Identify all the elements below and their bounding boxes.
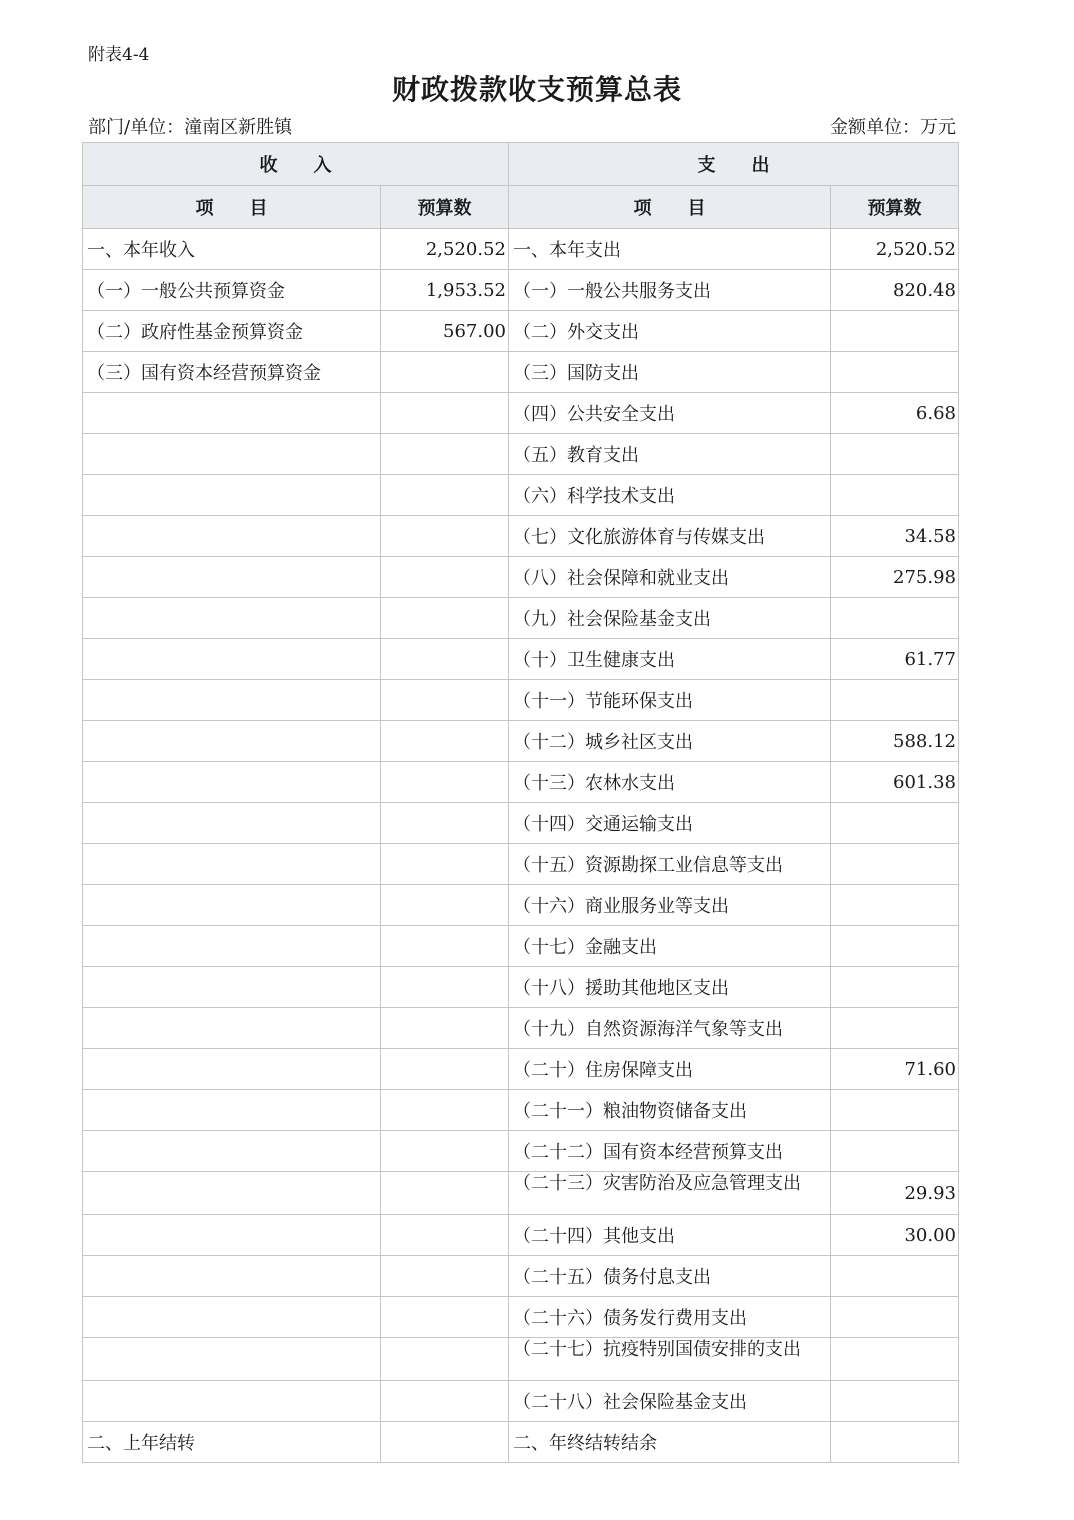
expense-budget-cell (831, 844, 959, 885)
income-budget-cell (381, 475, 509, 516)
table-row (83, 270, 959, 311)
table-row (83, 1008, 959, 1049)
income-budget-cell (381, 1422, 509, 1463)
income-item-cell (83, 598, 381, 639)
table-row (83, 557, 959, 598)
income-budget-cell: 1,953.52 (381, 270, 509, 311)
expense-budget-cell (831, 803, 959, 844)
expense-item-cell: （三）国防支出 (509, 352, 831, 393)
expense-budget-cell (831, 1131, 959, 1172)
table-row (83, 311, 959, 352)
expense-budget-cell: 820.48 (831, 270, 959, 311)
table-row (83, 1215, 959, 1256)
expense-budget-cell (831, 352, 959, 393)
income-budget-cell (381, 516, 509, 557)
income-item-cell (83, 1008, 381, 1049)
income-budget-cell (381, 1256, 509, 1297)
budget-table (82, 142, 959, 1463)
income-budget-cell (381, 1008, 509, 1049)
expense-budget-cell (831, 1381, 959, 1422)
table-row (83, 1090, 959, 1131)
expense-budget-cell: 29.93 (831, 1172, 959, 1215)
expense-budget-cell: 275.98 (831, 557, 959, 598)
table-row (83, 1422, 959, 1463)
income-item-cell (83, 639, 381, 680)
income-budget-cell (381, 885, 509, 926)
table-row (83, 885, 959, 926)
expense-budget-cell (831, 680, 959, 721)
income-budget-cell (381, 393, 509, 434)
expense-budget-cell (831, 1008, 959, 1049)
income-budget-cell (381, 639, 509, 680)
expense-item-cell: （四）公共安全支出 (509, 393, 831, 434)
expense-budget-cell (831, 967, 959, 1008)
expense-item-cell: （二十五）债务付息支出 (509, 1256, 831, 1297)
expense-item-cell: 二、年终结转结余 (509, 1422, 831, 1463)
income-item-cell: 二、上年结转 (83, 1422, 381, 1463)
section-header-row (83, 143, 959, 186)
income-item-cell (83, 680, 381, 721)
expense-item-cell: （十六）商业服务业等支出 (509, 885, 831, 926)
income-budget-cell (381, 557, 509, 598)
expense-budget-cell (831, 311, 959, 352)
income-item-cell (83, 1131, 381, 1172)
expense-budget-cell: 61.77 (831, 639, 959, 680)
expense-item-cell: （二）外交支出 (509, 311, 831, 352)
expense-item-cell: （十八）援助其他地区支出 (509, 967, 831, 1008)
expense-section-header: 支 出 (509, 143, 959, 186)
table-row (83, 475, 959, 516)
expense-item-cell: （十九）自然资源海洋气象等支出 (509, 1008, 831, 1049)
column-header-row (83, 186, 959, 229)
expense-budget-cell: 30.00 (831, 1215, 959, 1256)
income-item-cell (83, 1215, 381, 1256)
income-budget-cell (381, 352, 509, 393)
table-row (83, 844, 959, 885)
income-item-cell (83, 844, 381, 885)
table-row (83, 803, 959, 844)
expense-budget-cell (831, 1422, 959, 1463)
income-section-header: 收 入 (83, 143, 509, 186)
income-item-cell (83, 475, 381, 516)
income-budget-cell (381, 1338, 509, 1381)
income-budget-cell (381, 680, 509, 721)
income-budget-cell (381, 1131, 509, 1172)
table-row (83, 680, 959, 721)
income-item-cell (83, 434, 381, 475)
expense-item-cell: （十四）交通运输支出 (509, 803, 831, 844)
department-label: 部门/单位：潼南区新胜镇 (88, 117, 293, 138)
income-item-cell (83, 967, 381, 1008)
income-item-cell: （三）国有资本经营预算资金 (83, 352, 381, 393)
table-row (83, 1338, 959, 1381)
table-row (83, 762, 959, 803)
expense-budget-cell: 71.60 (831, 1049, 959, 1090)
expense-item-cell: （十五）资源勘探工业信息等支出 (509, 844, 831, 885)
expense-item-cell: （十二）城乡社区支出 (509, 721, 831, 762)
page-title: 财政拨款收支预算总表 (391, 73, 682, 106)
table-row (83, 721, 959, 762)
income-item-cell (83, 516, 381, 557)
table-row (83, 229, 959, 270)
expense-item-cell: （五）教育支出 (509, 434, 831, 475)
expense-item-cell: （八）社会保障和就业支出 (509, 557, 831, 598)
income-item-cell: 一、本年收入 (83, 229, 381, 270)
table-row (83, 1131, 959, 1172)
income-item-cell (83, 885, 381, 926)
income-item-header: 项 目 (83, 186, 381, 229)
expense-budget-cell (831, 1256, 959, 1297)
expense-item-cell: （十）卫生健康支出 (509, 639, 831, 680)
expense-item-cell: 一、本年支出 (509, 229, 831, 270)
expense-budget-cell (831, 926, 959, 967)
income-budget-cell (381, 721, 509, 762)
expense-item-cell: （二十二）国有资本经营预算支出 (509, 1131, 831, 1172)
income-item-cell (83, 1256, 381, 1297)
income-item-cell (83, 803, 381, 844)
expense-item-cell: （七）文化旅游体育与传媒支出 (509, 516, 831, 557)
expense-item-cell: （十一）节能环保支出 (509, 680, 831, 721)
income-item-cell (83, 721, 381, 762)
expense-item-cell: （六）科学技术支出 (509, 475, 831, 516)
table-row (83, 967, 959, 1008)
income-item-cell (83, 1338, 381, 1381)
income-item-cell (83, 1381, 381, 1422)
income-budget-cell (381, 1215, 509, 1256)
income-budget-cell (381, 1381, 509, 1422)
expense-budget-cell (831, 1338, 959, 1381)
expense-budget-cell: 6.68 (831, 393, 959, 434)
expense-budget-cell (831, 475, 959, 516)
expense-item-cell: （九）社会保险基金支出 (509, 598, 831, 639)
expense-budget-cell: 601.38 (831, 762, 959, 803)
table-row (83, 393, 959, 434)
table-row (83, 352, 959, 393)
income-item-cell (83, 762, 381, 803)
expense-item-cell: （十七）金融支出 (509, 926, 831, 967)
income-item-cell (83, 557, 381, 598)
expense-item-cell: （十三）农林水支出 (509, 762, 831, 803)
expense-budget-cell (831, 1297, 959, 1338)
table-row (83, 1297, 959, 1338)
income-item-cell (83, 1049, 381, 1090)
amount-unit-label: 金额单位：万元 (830, 117, 956, 138)
annex-label: 附表4-4 (88, 45, 150, 65)
table-row (83, 598, 959, 639)
table-row (83, 1049, 959, 1090)
income-budget-cell (381, 926, 509, 967)
income-item-cell: （二）政府性基金预算资金 (83, 311, 381, 352)
income-budget-cell (381, 803, 509, 844)
income-item-cell (83, 1172, 381, 1215)
table-row (83, 1381, 959, 1422)
expense-item-cell: （二十六）债务发行费用支出 (509, 1297, 831, 1338)
expense-item-header: 项 目 (509, 186, 831, 229)
income-item-cell (83, 926, 381, 967)
expense-item-cell: （二十八）社会保险基金支出 (509, 1381, 831, 1422)
expense-budget-cell (831, 1090, 959, 1131)
table-row (83, 1172, 959, 1215)
income-budget-cell (381, 434, 509, 475)
income-budget-cell: 2,520.52 (381, 229, 509, 270)
expense-budget-header: 预算数 (831, 186, 959, 229)
income-item-cell: （一）一般公共预算资金 (83, 270, 381, 311)
expense-item-cell: （二十四）其他支出 (509, 1215, 831, 1256)
income-budget-cell: 567.00 (381, 311, 509, 352)
income-budget-cell (381, 1049, 509, 1090)
expense-budget-cell (831, 598, 959, 639)
table-row (83, 926, 959, 967)
expense-budget-cell (831, 434, 959, 475)
table-row (83, 1256, 959, 1297)
income-budget-cell (381, 1090, 509, 1131)
income-budget-cell (381, 598, 509, 639)
expense-item-cell: （二十）住房保障支出 (509, 1049, 831, 1090)
income-budget-header: 预算数 (381, 186, 509, 229)
table-row (83, 516, 959, 557)
income-item-cell (83, 1297, 381, 1338)
expense-budget-cell: 588.12 (831, 721, 959, 762)
expense-budget-cell: 34.58 (831, 516, 959, 557)
income-budget-cell (381, 844, 509, 885)
expense-item-cell: （二十三）灾害防治及应急管理支出 (509, 1172, 831, 1215)
expense-budget-cell (831, 885, 959, 926)
income-budget-cell (381, 1297, 509, 1338)
expense-item-cell: （二十七）抗疫特别国债安排的支出 (509, 1338, 831, 1381)
income-budget-cell (381, 967, 509, 1008)
expense-item-cell: （一）一般公共服务支出 (509, 270, 831, 311)
expense-budget-cell: 2,520.52 (831, 229, 959, 270)
income-budget-cell (381, 762, 509, 803)
table-row (83, 639, 959, 680)
income-budget-cell (381, 1172, 509, 1215)
income-item-cell (83, 393, 381, 434)
table-row (83, 434, 959, 475)
income-item-cell (83, 1090, 381, 1131)
expense-item-cell: （二十一）粮油物资储备支出 (509, 1090, 831, 1131)
